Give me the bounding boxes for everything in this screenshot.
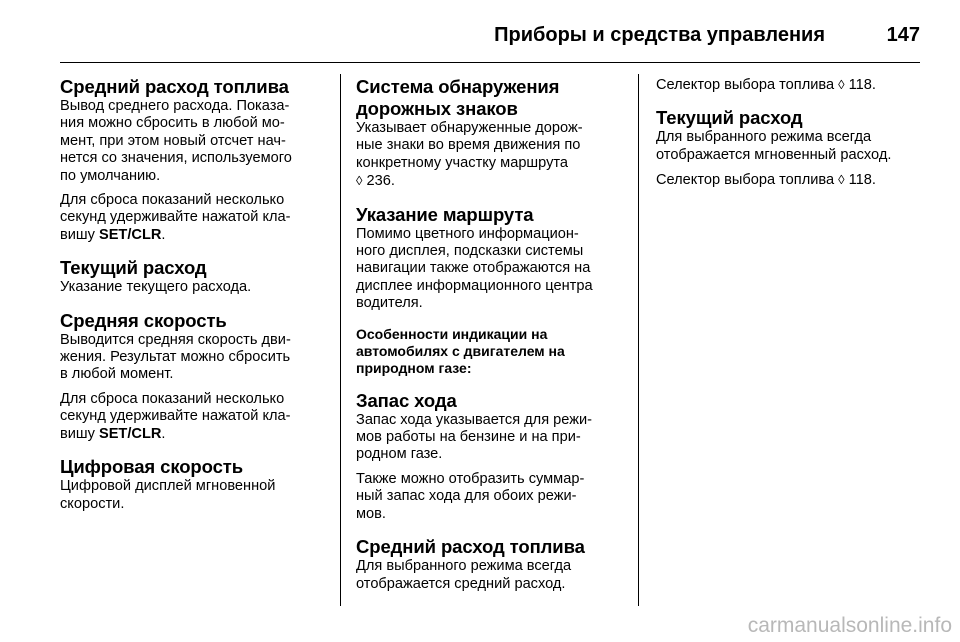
text-line: Запас хода указывается для режи- bbox=[356, 411, 592, 428]
paragraph bbox=[356, 120, 622, 191]
text-line: ные знаки во время движения по bbox=[356, 137, 581, 154]
page-ref-number: 118. bbox=[844, 77, 876, 93]
key-set-clr: SET/CLR bbox=[98, 226, 162, 243]
key-set-clr: SET/CLR bbox=[98, 425, 162, 442]
text-line: Указание текущего расхода. bbox=[60, 279, 252, 296]
text-line: ния можно сбросить в любой мо- bbox=[60, 115, 285, 132]
text-line: дисплее информационного центра bbox=[356, 277, 593, 294]
paragraph bbox=[356, 226, 622, 313]
paragraph bbox=[60, 391, 324, 443]
text-fragment: вишу bbox=[60, 425, 99, 442]
section-traffic-sign-detection bbox=[356, 76, 622, 191]
text-line: нется со значения, используемого bbox=[60, 150, 292, 167]
subheading-line: автомобилях с двигателем на bbox=[356, 342, 565, 359]
page-reference[interactable] bbox=[656, 171, 926, 189]
text-line: конкретному участку маршрута bbox=[356, 154, 569, 171]
page-header bbox=[60, 14, 920, 54]
text-line: секунд удерживайте нажатой кла- bbox=[60, 209, 291, 226]
text-line: мент, при этом новый отсчет нач- bbox=[60, 132, 286, 149]
paragraph bbox=[60, 478, 324, 513]
section-average-speed bbox=[60, 310, 324, 443]
section-heading: Цифровая скорость bbox=[60, 456, 244, 478]
paragraph bbox=[60, 279, 324, 296]
text-line: жения. Результат можно сбросить bbox=[60, 349, 291, 366]
text-line: отображается мгновенный расход. bbox=[656, 146, 892, 163]
paragraph bbox=[60, 192, 324, 244]
text-fragment: . bbox=[161, 226, 166, 243]
text-line bbox=[60, 227, 324, 244]
ref-text: Селектор выбора топлива bbox=[656, 172, 839, 189]
text-line: водителя. bbox=[356, 295, 423, 312]
subheading-line: природном газе: bbox=[356, 359, 472, 376]
page-ref-arrow-icon: ◊ bbox=[356, 173, 363, 189]
ref-text: Селектор выбора топлива bbox=[656, 77, 839, 93]
section-cng-display-notes bbox=[356, 326, 622, 377]
text-line: Для выбранного режима всегда bbox=[356, 558, 572, 575]
paragraph bbox=[356, 412, 622, 464]
column-divider-1 bbox=[340, 74, 341, 606]
text-fragment: . bbox=[161, 425, 166, 442]
section-heading: Указание маршрута bbox=[356, 203, 534, 225]
section-average-consumption-cng bbox=[356, 536, 622, 593]
paragraph bbox=[356, 471, 622, 523]
column-2 bbox=[356, 76, 622, 606]
section-heading: Средняя скорость bbox=[60, 309, 227, 331]
paragraph bbox=[60, 332, 324, 384]
section-digital-speed bbox=[60, 456, 324, 513]
section-average-consumption bbox=[60, 76, 324, 244]
section-route-guidance bbox=[356, 204, 622, 313]
paragraph bbox=[356, 558, 622, 593]
text-line: Также можно отобразить суммар- bbox=[356, 470, 585, 487]
text-line: ного дисплея, подсказки системы bbox=[356, 243, 584, 260]
paragraph bbox=[60, 98, 324, 185]
section-heading: Текущий расход bbox=[60, 257, 207, 279]
page-title: Приборы и средства управления bbox=[494, 24, 825, 46]
text-fragment: вишу bbox=[60, 226, 99, 243]
section-heading: Средний расход топлива bbox=[60, 76, 289, 97]
subheading-line: Особенности индикации на bbox=[356, 325, 548, 342]
section-current-consumption bbox=[60, 257, 324, 296]
text-line: скорости. bbox=[60, 495, 125, 512]
text-line: Помимо цветного информацион- bbox=[356, 225, 579, 242]
text-line: мов работы на бензине и на при- bbox=[356, 429, 581, 446]
page-reference[interactable] bbox=[356, 172, 622, 190]
text-line: секунд удерживайте нажатой кла- bbox=[60, 408, 291, 425]
section-heading bbox=[356, 76, 622, 120]
text-line: Для выбранного режима всегда bbox=[656, 129, 872, 146]
text-line: отображается средний расход. bbox=[356, 575, 566, 592]
column-1 bbox=[60, 76, 324, 526]
section-range bbox=[356, 390, 622, 523]
heading-line: Система обнаружения bbox=[356, 76, 560, 97]
text-line: в любой момент. bbox=[60, 366, 174, 383]
column-3 bbox=[656, 76, 926, 203]
text-line: Указывает обнаруженные дорож- bbox=[356, 120, 583, 136]
section-heading: Текущий расход bbox=[656, 107, 803, 129]
page-reference[interactable] bbox=[656, 76, 926, 94]
header-divider bbox=[60, 62, 920, 63]
text-line bbox=[60, 426, 324, 443]
text-line: ный запас хода для обоих режи- bbox=[356, 488, 577, 505]
text-line: Цифровой дисплей мгновенной bbox=[60, 478, 276, 495]
text-line: родном газе. bbox=[356, 446, 443, 463]
page-ref-arrow-icon: ◊ bbox=[838, 77, 845, 92]
page-ref-number: 236. bbox=[362, 173, 395, 190]
text-line: мов. bbox=[356, 505, 386, 522]
page-ref-arrow-icon: ◊ bbox=[838, 172, 845, 188]
text-line: Для сброса показаний несколько bbox=[60, 390, 285, 407]
watermark: carmanualsonline.info bbox=[747, 614, 952, 637]
section-current-consumption-cng bbox=[656, 107, 926, 189]
paragraph bbox=[656, 76, 926, 94]
page-number: 147 bbox=[886, 24, 920, 46]
page-ref-number: 118. bbox=[844, 172, 876, 189]
section-heading: Средний расход топлива bbox=[356, 536, 585, 558]
text-line: навигации также отображаются на bbox=[356, 260, 591, 277]
column-divider-2 bbox=[638, 74, 639, 606]
paragraph bbox=[656, 171, 926, 189]
text-line: Выводится средняя скорость дви- bbox=[60, 331, 291, 348]
section-heading: Запас хода bbox=[356, 389, 457, 411]
text-line: по умолчанию. bbox=[60, 167, 161, 184]
paragraph bbox=[656, 129, 926, 164]
text-line: Вывод среднего расхода. Показа- bbox=[60, 98, 290, 114]
heading-line: дорожных знаков bbox=[356, 98, 518, 119]
subheading bbox=[356, 326, 622, 377]
text-line: Для сброса показаний несколько bbox=[60, 192, 285, 209]
